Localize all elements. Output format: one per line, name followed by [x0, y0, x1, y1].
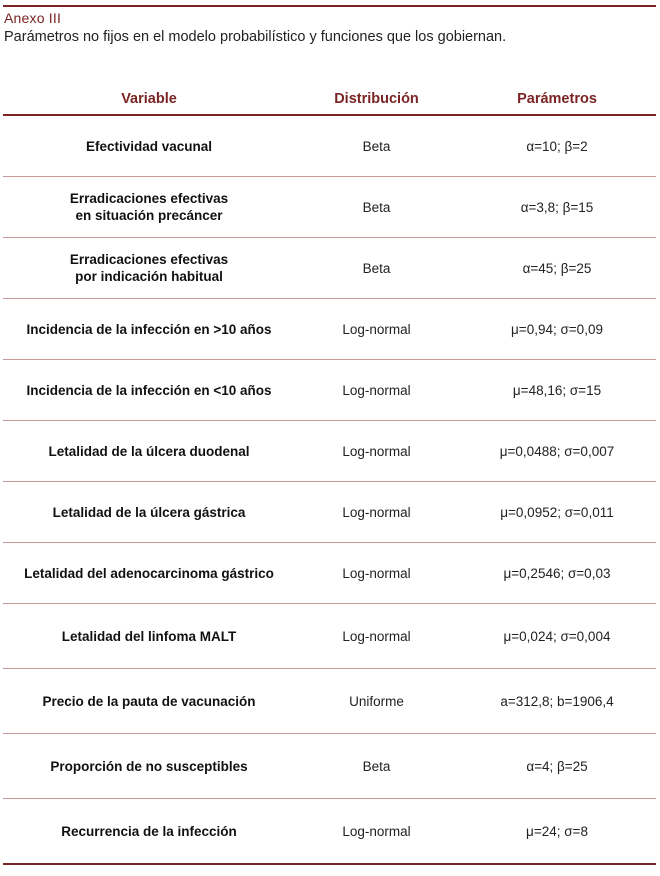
- cell-distribution: Log-normal: [295, 482, 458, 543]
- cell-parameters: α=10; β=2: [458, 115, 656, 177]
- cell-distribution: Log-normal: [295, 299, 458, 360]
- cell-variable: [3, 669, 295, 734]
- table-row: [3, 482, 656, 543]
- cell-variable: [3, 482, 295, 543]
- parameters-table: [3, 84, 656, 865]
- variable-text: Precio de la pauta de vacunación: [42, 693, 256, 709]
- table-caption: Parámetros no fijos en el modelo probabilístico y funciones que los gobiernan.: [4, 29, 507, 45]
- column-header-parameters: Parámetros: [458, 84, 656, 115]
- cell-variable: [3, 360, 295, 421]
- table-row: [3, 543, 656, 604]
- table-row: [3, 669, 656, 734]
- cell-parameters: α=3,8; β=15: [458, 177, 656, 238]
- table-row: [3, 299, 656, 360]
- cell-variable: [3, 421, 295, 482]
- cell-distribution: Beta: [295, 238, 458, 299]
- cell-variable: [3, 543, 295, 604]
- cell-parameters: μ=0,2546; σ=0,03: [458, 543, 656, 604]
- cell-parameters: μ=48,16; σ=15: [458, 360, 656, 421]
- variable-text: Letalidad de la úlcera duodenal: [48, 443, 250, 459]
- cell-parameters: α=45; β=25: [458, 238, 656, 299]
- table-row: [3, 238, 656, 299]
- cell-parameters: a=312,8; b=1906,4: [458, 669, 656, 734]
- cell-parameters: μ=0,94; σ=0,09: [458, 299, 656, 360]
- annex-label: Anexo III: [4, 10, 62, 26]
- variable-text: Letalidad de la úlcera gástrica: [52, 504, 246, 520]
- table-row: [3, 604, 656, 669]
- cell-distribution: Beta: [295, 734, 458, 799]
- cell-distribution: Log-normal: [295, 799, 458, 865]
- column-header-variable: Variable: [3, 84, 295, 115]
- variable-text: Letalidad del adenocarcinoma gástrico: [24, 565, 274, 581]
- variable-text: Letalidad del linfoma MALT: [61, 628, 237, 644]
- table-row: [3, 734, 656, 799]
- cell-variable: [3, 299, 295, 360]
- cell-distribution: Log-normal: [295, 604, 458, 669]
- cell-parameters: μ=0,0952; σ=0,011: [458, 482, 656, 543]
- cell-variable: [3, 115, 295, 177]
- table-header-row: [3, 84, 656, 115]
- cell-distribution: Log-normal: [295, 421, 458, 482]
- cell-variable: [3, 604, 295, 669]
- variable-text: Incidencia de la infección en >10 años: [26, 321, 272, 337]
- cell-parameters: μ=0,024; σ=0,004: [458, 604, 656, 669]
- table-row: [3, 360, 656, 421]
- cell-parameters: μ=0,0488; σ=0,007: [458, 421, 656, 482]
- table-row: [3, 799, 656, 865]
- cell-variable: [3, 238, 295, 299]
- variable-text: Erradicaciones efectivas: [69, 191, 229, 206]
- variable-text: Recurrencia de la infección: [61, 823, 237, 839]
- variable-text: en situación precáncer: [75, 208, 223, 223]
- variable-text: Erradicaciones efectivas: [69, 252, 229, 267]
- variable-text: por indicación habitual: [75, 269, 223, 284]
- top-rule: [3, 5, 656, 7]
- column-header-distribution: Distribución: [295, 84, 458, 115]
- cell-variable: [3, 177, 295, 238]
- table-row: [3, 115, 656, 177]
- table-row: [3, 421, 656, 482]
- cell-parameters: α=4; β=25: [458, 734, 656, 799]
- cell-variable: [3, 799, 295, 865]
- cell-distribution: Log-normal: [295, 543, 458, 604]
- cell-distribution: Uniforme: [295, 669, 458, 734]
- variable-text: Proporción de no susceptibles: [50, 758, 248, 774]
- cell-distribution: Beta: [295, 177, 458, 238]
- cell-parameters: μ=24; σ=8: [458, 799, 656, 865]
- cell-distribution: Log-normal: [295, 360, 458, 421]
- variable-text: Incidencia de la infección en <10 años: [26, 382, 272, 398]
- variable-text: Efectividad vacunal: [85, 138, 213, 154]
- table-row: [3, 177, 656, 238]
- cell-variable: [3, 734, 295, 799]
- cell-distribution: Beta: [295, 115, 458, 177]
